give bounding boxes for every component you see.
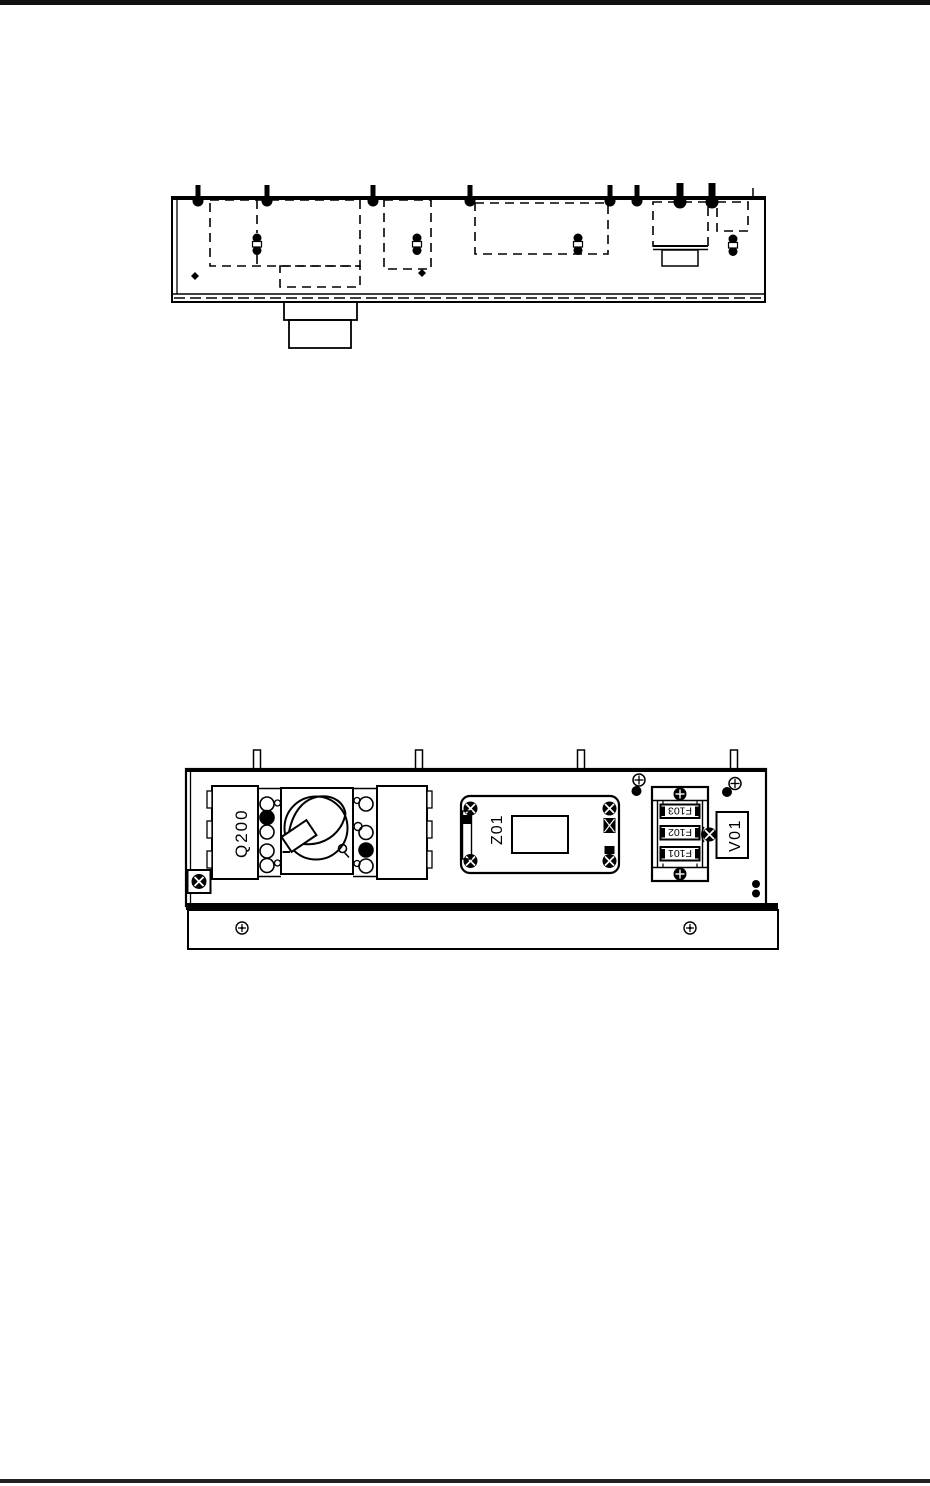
bottom-cover bbox=[188, 910, 778, 949]
fastener-pair-icon bbox=[253, 234, 262, 256]
mounting-screw-icon bbox=[193, 185, 204, 207]
panel-top-view bbox=[172, 183, 765, 348]
mounting-tabs bbox=[254, 750, 738, 769]
corner-screw-icon bbox=[603, 854, 617, 868]
terminal-block bbox=[604, 818, 616, 854]
component-footprint-1 bbox=[210, 200, 360, 266]
terminal-circles-right bbox=[354, 797, 373, 873]
alignment-diamond-icon bbox=[418, 269, 426, 277]
mounting-tab bbox=[731, 750, 738, 769]
mounting-screw-icon bbox=[706, 183, 719, 209]
terminal-screw-icon bbox=[703, 828, 717, 842]
mounting-screw-icon bbox=[674, 183, 687, 209]
panel-screw-icon bbox=[632, 774, 646, 796]
mounting-screw-icon bbox=[262, 185, 273, 207]
terminal-circles-left bbox=[260, 797, 281, 873]
cover-screw-icon bbox=[236, 922, 248, 934]
page-bottom-rule bbox=[0, 1479, 930, 1483]
corner-screw-icon bbox=[603, 802, 617, 816]
rotary-handle bbox=[281, 788, 353, 874]
panel-front-view bbox=[186, 750, 778, 949]
connector-footprint bbox=[280, 266, 360, 287]
filter-label: Z01 bbox=[489, 814, 506, 845]
alignment-diamond-icon bbox=[191, 272, 199, 280]
block-screw-icon bbox=[674, 868, 687, 881]
ground-screw-box bbox=[188, 870, 211, 893]
mounting-tab bbox=[254, 750, 261, 769]
panel-screw-icon bbox=[722, 778, 741, 798]
fuse-label: F103 bbox=[668, 804, 692, 817]
rivet-dots bbox=[752, 880, 760, 898]
filter-window bbox=[512, 816, 568, 853]
block-screw-icon bbox=[674, 788, 687, 801]
fuse-f102 bbox=[661, 826, 700, 840]
fastener-pair-icon bbox=[729, 235, 738, 257]
corner-screw-icon bbox=[464, 802, 478, 816]
connector-stub bbox=[662, 250, 698, 266]
cover-screw-icon bbox=[684, 922, 696, 934]
component-footprint-5 bbox=[717, 202, 748, 231]
component-footprint-4 bbox=[653, 202, 708, 246]
fuse-label: F102 bbox=[668, 826, 692, 839]
top-edge-screws bbox=[193, 183, 719, 209]
fuse-f101 bbox=[661, 847, 700, 861]
breaker-q200 bbox=[207, 786, 432, 879]
mounting-screw-icon bbox=[605, 185, 616, 207]
component-footprint-3 bbox=[475, 203, 608, 254]
component-footprint-2 bbox=[384, 200, 431, 269]
bottom-connector bbox=[284, 302, 357, 348]
mounting-tab bbox=[578, 750, 585, 769]
stud-fasteners bbox=[253, 234, 738, 257]
mounting-screw-icon bbox=[465, 185, 476, 207]
fastener-pair-icon bbox=[574, 234, 583, 256]
filter-z01 bbox=[461, 796, 619, 873]
corner-screw-icon bbox=[464, 854, 478, 868]
mounting-screw-icon bbox=[368, 185, 379, 207]
component-label: V01 bbox=[727, 819, 744, 852]
fuse-label: F101 bbox=[668, 847, 692, 860]
breaker-label: Q200 bbox=[232, 808, 251, 858]
fuse-block bbox=[652, 787, 708, 881]
fastener-pair-icon bbox=[413, 234, 422, 256]
mounting-screw-icon bbox=[632, 185, 643, 207]
fuse-f103 bbox=[661, 805, 700, 819]
mounting-tab bbox=[416, 750, 423, 769]
